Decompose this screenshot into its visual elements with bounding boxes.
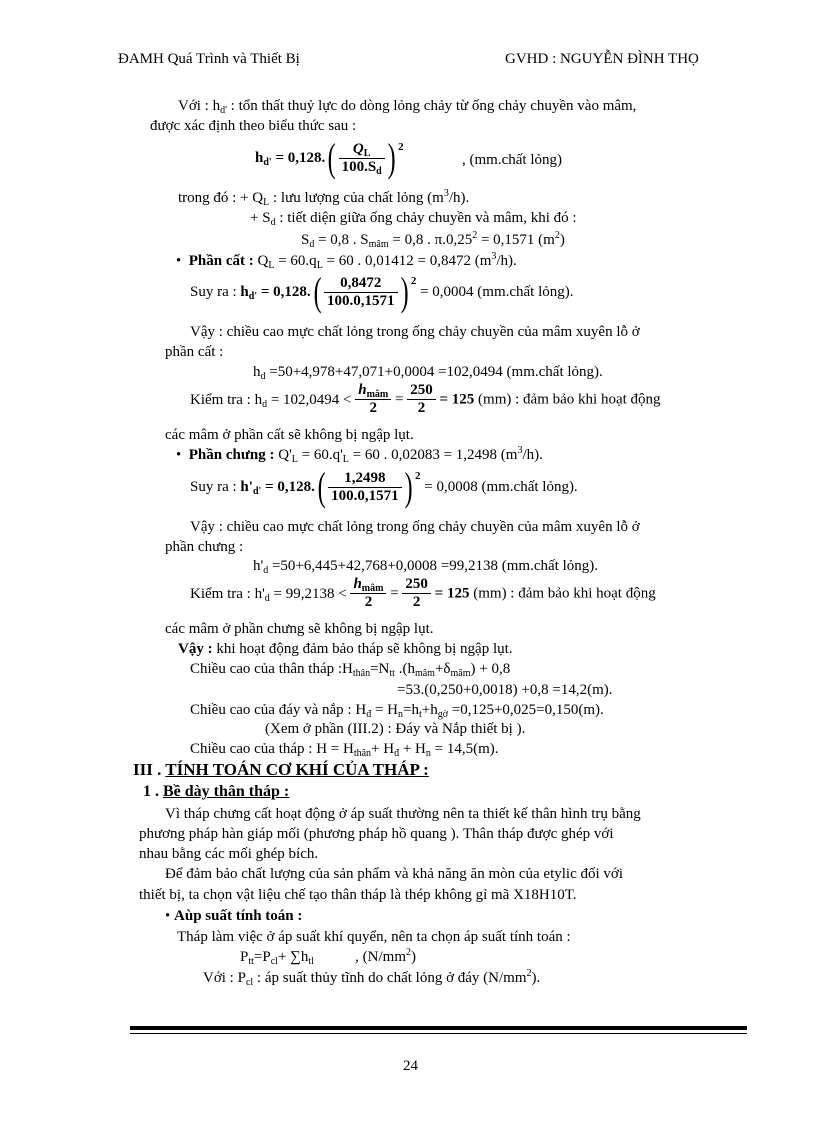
- text-line: Chiều cao của đáy và nắp : $H_đ = H_n=h_t+h_{gờ} =0,125+0,025=0,150(m)$.: [190, 702, 604, 720]
- subsection-heading: 1 . Bề dày thân tháp :: [143, 783, 290, 800]
- text-line: nhau bằng các mối ghép bích.: [139, 846, 319, 862]
- text-line: Để đảm bảo chất lượng của sản phẩm và khả năng ăn mòn của etylic đối với: [165, 866, 624, 882]
- footer-rule-thick: [130, 1026, 747, 1030]
- text-line: trong đó : + $Q_L$ : lưu lượng của chất lỏng $(m^3/h)$.: [178, 188, 470, 208]
- bullet-ap-suat: • Aùp suất tính toán :: [165, 908, 303, 924]
- text-line: $h_d =50+4,978+47,071+0,0004 =102,0494$ (mm.chất lỏng).: [253, 364, 603, 382]
- footer-rule-thin: [130, 1033, 747, 1034]
- text-line: các mâm ở phần cất sẽ không bị ngập lụt.: [165, 427, 414, 443]
- text-line: Vậy : khi hoạt động đảm bảo tháp sẽ không bị ngập lụt.: [178, 641, 513, 657]
- text-line: (Xem ở phần (III.2) : Đáy và Nắp thiết bị ).: [265, 721, 526, 737]
- text-line: các mâm ở phần chưng sẽ không bị ngập lụt.: [165, 621, 434, 637]
- text-line: Với : $h_{d'}$ : tổn thất thuỷ lực do dòng lỏng chảy từ ống chảy chuyền vào mâm,: [178, 98, 637, 116]
- text-line: $S_d = 0,8$ . $S_{mâm} = 0,8$ . $\pi.0,25^2 = 0,1571$ $(m^2)$: [301, 230, 565, 250]
- text-line: Vậy : chiều cao mực chất lỏng trong ống chảy chuyền của mâm xuyên lỗ ở: [190, 519, 640, 535]
- formula-suy-ra-2: Suy ra : $h'_{d'} = 0,128$.( $\frac{1,2498}{100.0,1571}$ ) $^2$ = 0,0008 (mm.chất lỏng).: [190, 464, 578, 509]
- text-line: Vì tháp chưng cất hoạt động ở áp suất thường nên ta thiết kế thân hình trụ bằng: [165, 806, 641, 822]
- text-line: thiết bị, ta chọn vật liệu chế tạo thân tháp là thép không gỉ mã X18H10T.: [139, 887, 577, 903]
- formula-unit: , (mm.chất lỏng): [462, 152, 562, 168]
- text-line: phương pháp hàn giáp mối (phương pháp hồ quang ). Thân tháp được ghép với: [139, 826, 614, 842]
- bullet-phan-chung: • Phần chưng : $Q'_L = 60.q'_L = 60$ . 0,02083 = 1,2498 $(m^3/h)$.: [176, 445, 543, 465]
- text-line: $h'_d =50+6,445+42,768+0,0008 =99,2138$ (mm.chất lỏng).: [253, 558, 598, 576]
- text-line: + $S_d$ : tiết diện giữa ống chảy chuyền và mâm, khi đó :: [250, 210, 577, 228]
- kiem-tra-1: Kiểm tra : $h_d = 102,0494$ < $\frac{h_{mâm}}{2}$ = $\frac{250}{2}$ = 125 (mm) : đảm bảo khi hoạt động: [190, 382, 661, 416]
- text-line: Chiều cao của thân tháp $:H_{thân}=N_{tt}$ $.(h_{mâm}+\delta_{mâm}) + 0,8$: [190, 661, 511, 679]
- text-line: =53.(0,250+0,0018) +0,8 =14,2(m).: [397, 682, 613, 698]
- text-line: Chiều cao của tháp : $H = H_{thân}+ H_đ + H_n = 14,5(m)$.: [190, 741, 499, 759]
- kiem-tra-2: Kiểm tra : $h'_d = 99,2138$ < $\frac{h_{mâm}}{2}$ = $\frac{250}{2}$ = 125 (mm) : đảm bảo khi hoạt động: [190, 576, 656, 610]
- formula-hd: $h_{d'} = 0,128$.( $\frac{Q_L}{100.S_d}$ ) $^2$: [255, 135, 404, 180]
- header-left: ĐAMH Quá Trình và Thiết Bị: [118, 51, 300, 67]
- header-right: GVHD : NGUYỄN ĐÌNH THỌ: [505, 51, 699, 67]
- text-line: $P_{tt}=P_{cl}+ \sum h_{tl}$ , $(N/mm^2)$: [240, 947, 416, 967]
- text-line: phần chưng :: [165, 539, 244, 555]
- text-line: được xác định theo biểu thức sau :: [150, 118, 357, 134]
- formula-suy-ra-1: Suy ra : $h_{d'} = 0,128$.( $\frac{0,8472}{100.0,1571}$ ) $^2$ = 0,0004 (mm.chất lỏng).: [190, 269, 574, 314]
- text-line: Với : $P_{cl}$ : áp suất thủy tĩnh do chất lỏng ở đáy $(N/mm^2)$.: [203, 968, 541, 988]
- text-line: Tháp làm việc ở áp suất khí quyển, nên ta chọn áp suất tính toán :: [177, 929, 571, 945]
- section-heading: III . TÍNH TOÁN CƠ KHÍ CỦA THÁP :: [133, 760, 429, 779]
- bullet-phan-cat: • Phần cất : $Q_L = 60.q_L = 60$ . 0,01412 = 0,8472 $(m^3/h)$.: [176, 251, 517, 271]
- page-number: 24: [403, 1058, 418, 1074]
- text-line: Vậy : chiều cao mực chất lỏng trong ống chảy chuyền của mâm xuyên lỗ ở: [190, 324, 640, 340]
- text-line: phần cất :: [165, 344, 224, 360]
